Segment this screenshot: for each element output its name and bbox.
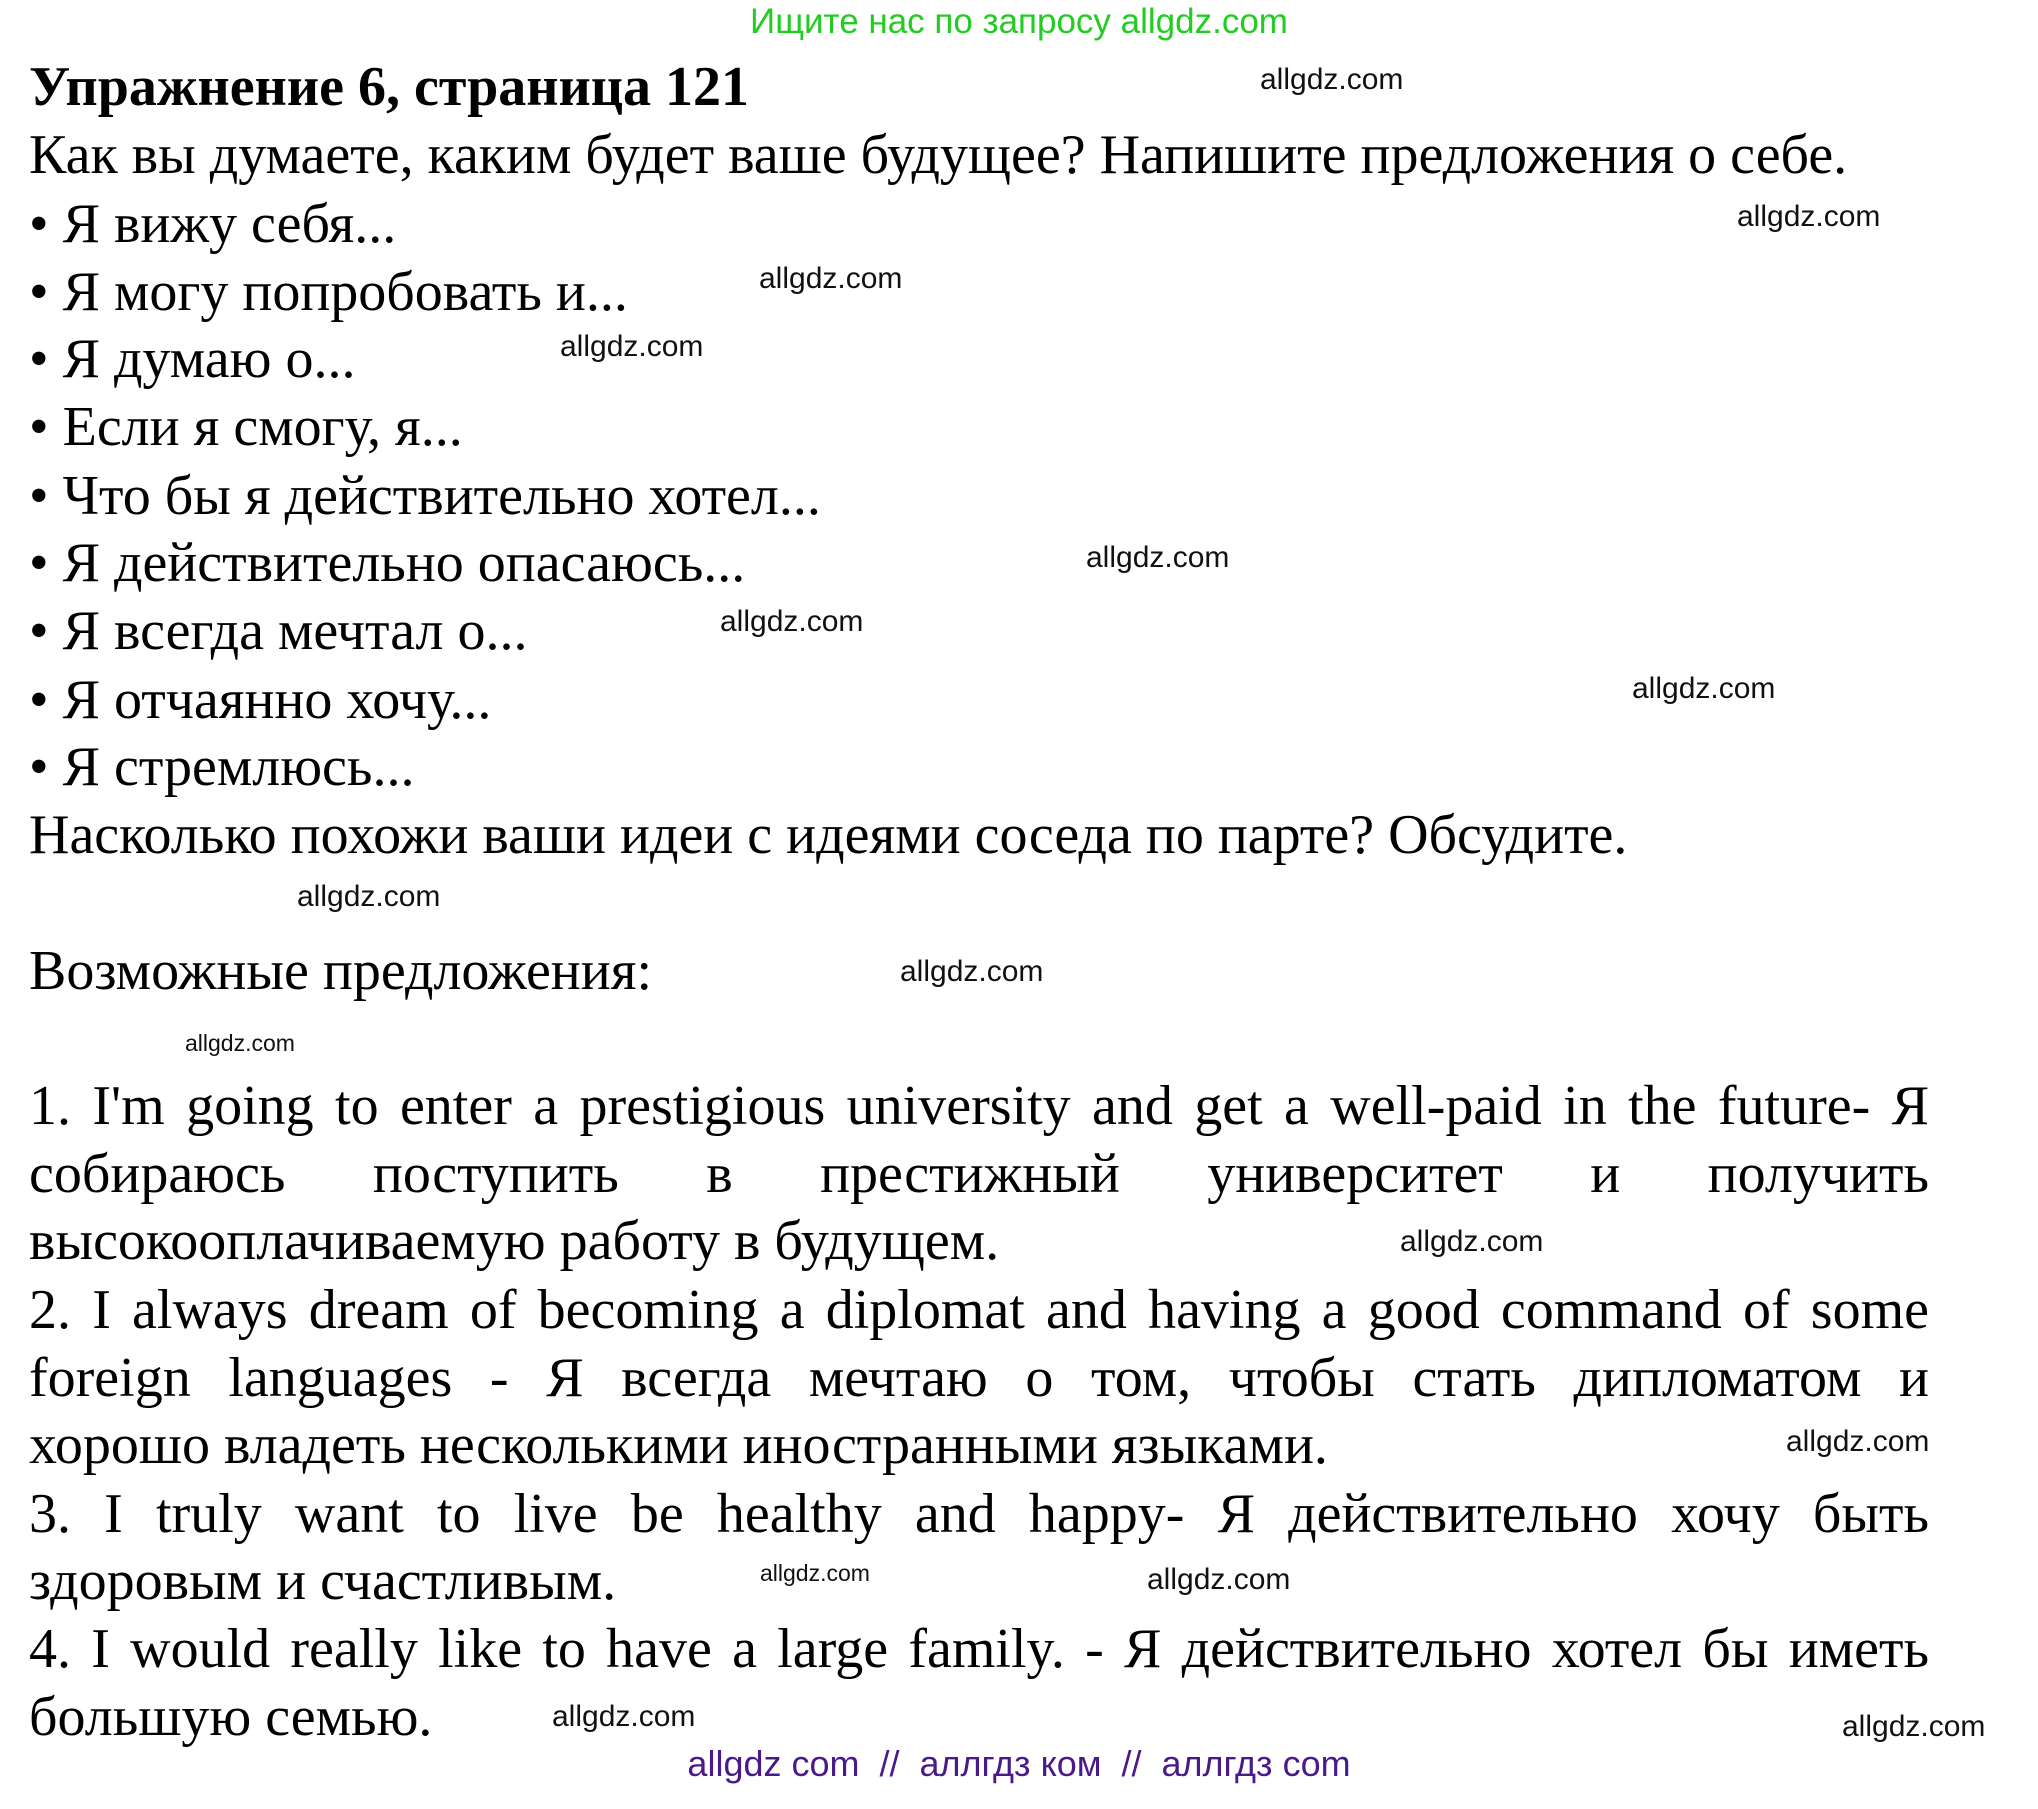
answers-heading: Возможные предложения:	[29, 940, 653, 1002]
watermark: allgdz.com	[1086, 541, 1230, 574]
search-banner: Ищите нас по запросу allgdz.com	[750, 2, 1288, 41]
watermark: allgdz.com	[1737, 200, 1881, 233]
footer-links: allgdz com // аллгдз ком // аллгдз com	[687, 1743, 1351, 1784]
watermark: allgdz.com	[759, 262, 903, 295]
answer-line: 4. I would really like to have a large family. - Я действительно хотел бы иметь	[29, 1618, 1929, 1680]
answer-line: здоровым и счастливым.	[29, 1550, 617, 1612]
bullet-item: • Я вижу себя...	[29, 193, 397, 255]
answer-line: высокооплачиваемую работу в будущем.	[29, 1210, 1000, 1272]
answer-line: большую семью.	[29, 1686, 433, 1748]
bullet-item: • Если я смогу, я...	[29, 396, 463, 458]
watermark: allgdz.com	[297, 880, 441, 913]
answer-line: foreign languages - Я всегда мечтаю о том, чтобы стать дипломатом и	[29, 1347, 1929, 1409]
watermark: allgdz.com	[900, 955, 1044, 988]
watermark: allgdz.com	[1632, 672, 1776, 705]
answer-line: 1. I'm going to enter a prestigious university and get a well-paid in the future- Я	[29, 1075, 1929, 1137]
bullet-item: • Я действительно опасаюсь...	[29, 532, 746, 594]
page-title: Упражнение 6, страница 121	[29, 56, 750, 118]
bullet-item: • Я могу попробовать и...	[29, 261, 628, 323]
bullet-item: • Я думаю о...	[29, 328, 356, 390]
watermark: allgdz.com	[552, 1700, 696, 1733]
bullet-item: • Я всегда мечтал о...	[29, 600, 528, 662]
watermark: allgdz.com	[1786, 1425, 1930, 1458]
bullet-item: • Я стремлюсь...	[29, 736, 415, 798]
watermark: allgdz.com	[1147, 1563, 1291, 1596]
answer-line: хорошо владеть несколькими иностранными языками.	[29, 1414, 1328, 1476]
watermark: allgdz.com	[560, 330, 704, 363]
watermark: allgdz.com	[1260, 63, 1404, 96]
answer-line: 2. I always dream of becoming a diplomat and having a good command of some	[29, 1279, 1929, 1341]
bullet-item: • Я отчаянно хочу...	[29, 669, 492, 731]
task-text: Как вы думаете, каким будет ваше будущее? Напишите предложения о себе.	[29, 124, 1848, 186]
answer-line: собираюсь поступить в престижный университет и получить	[29, 1143, 1929, 1205]
answer-line: 3. I truly want to live be healthy and happy- Я действительно хочу быть	[29, 1483, 1929, 1545]
watermark: allgdz.com	[1400, 1225, 1544, 1258]
bullet-item: • Что бы я действительно хотел...	[29, 465, 821, 527]
watermark: allgdz.com	[185, 1030, 295, 1056]
watermark: allgdz.com	[760, 1560, 870, 1586]
watermark: allgdz.com	[720, 605, 864, 638]
watermark: allgdz.com	[1842, 1710, 1986, 1743]
discuss-text: Насколько похожи ваши идеи с идеями соседа по парте? Обсудите.	[29, 804, 1628, 866]
